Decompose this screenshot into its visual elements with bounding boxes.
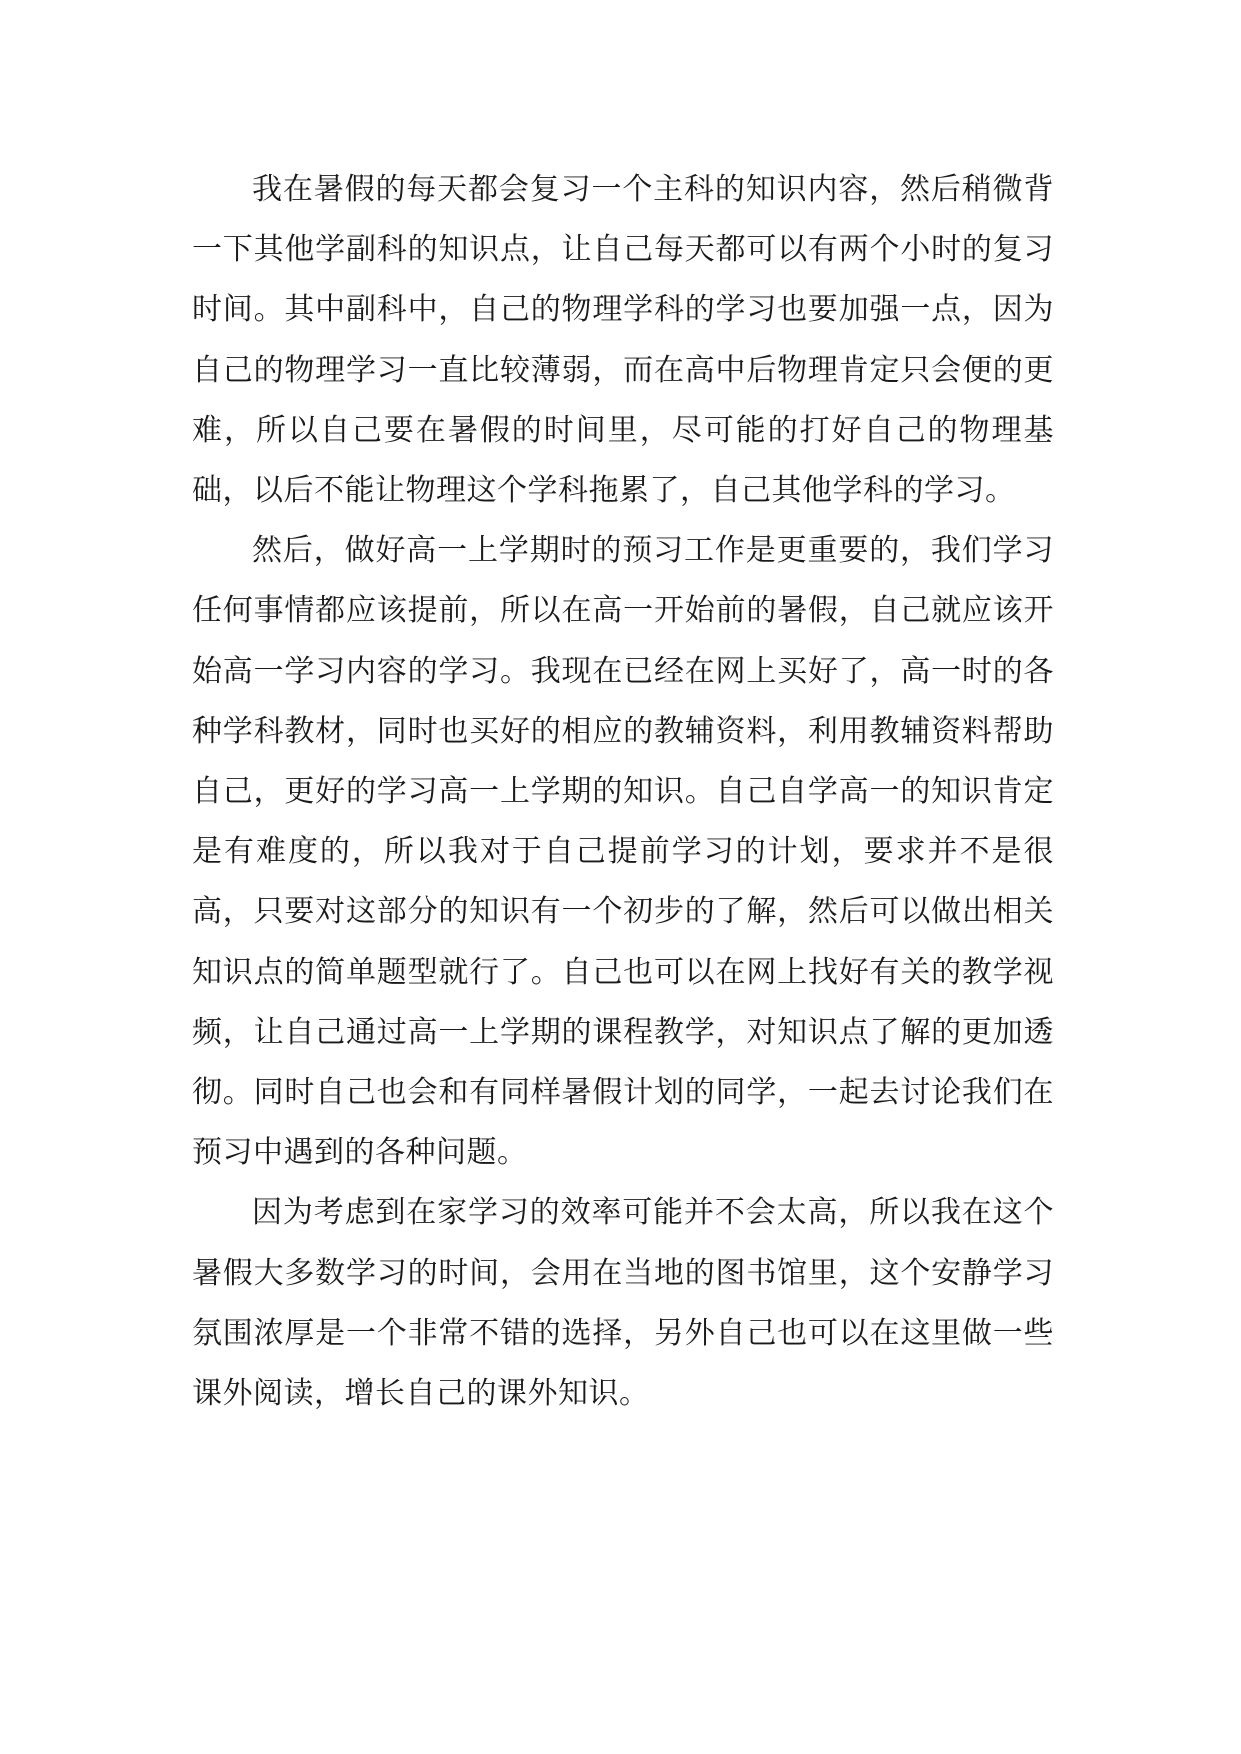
- paragraph-2: 然后，做好高一上学期时的预习工作是更重要的，我们学习任何事情都应该提前，所以在高一开始前的暑假，自己就应该开始高一学习内容的学习。我现在已经在网上买好了，高一时的各种学科教材，同时也买好的相应的教辅资料，利用教辅资料帮助自己，更好的学习高一上学期的知识。自己自学高一的知识肯定是有难度的，所以我对于自己提前学习的计划，要求并不是很高，只要对这部分的知识有一个初步的了解，然后可以做出相关知识点的简单题型就行了。自己也可以在网上找好有关的教学视频，让自己通过高一上学期的课程教学，对知识点了解的更加透彻。同时自己也会和有同样暑假计划的同学，一起去讨论我们在预习中遇到的各种问题。: [192, 533, 1054, 1171]
- paragraph-1: 我在暑假的每天都会复习一个主科的知识内容，然后稍微背一下其他学副科的知识点，让自己每天都可以有两个小时的复习时间。其中副科中，自己的物理学科的学习也要加强一点，因为自己的物理学习一直比较薄弱，而在高中后物理肯定只会便的更难，所以自己要在暑假的时间里，尽可能的打好自己的物理基础，以后不能让物理这个学科拖累了，自己其他学科的学习。: [192, 172, 1054, 509]
- document-body: [192, 160, 1054, 1424]
- paragraph-3: 因为考虑到在家学习的效率可能并不会太高，所以我在这个暑假大多数学习的时间，会用在当地的图书馆里，这个安静学习氛围浓厚是一个非常不错的选择，另外自己也可以在这里做一些课外阅读，增长自己的课外知识。: [192, 1195, 1054, 1412]
